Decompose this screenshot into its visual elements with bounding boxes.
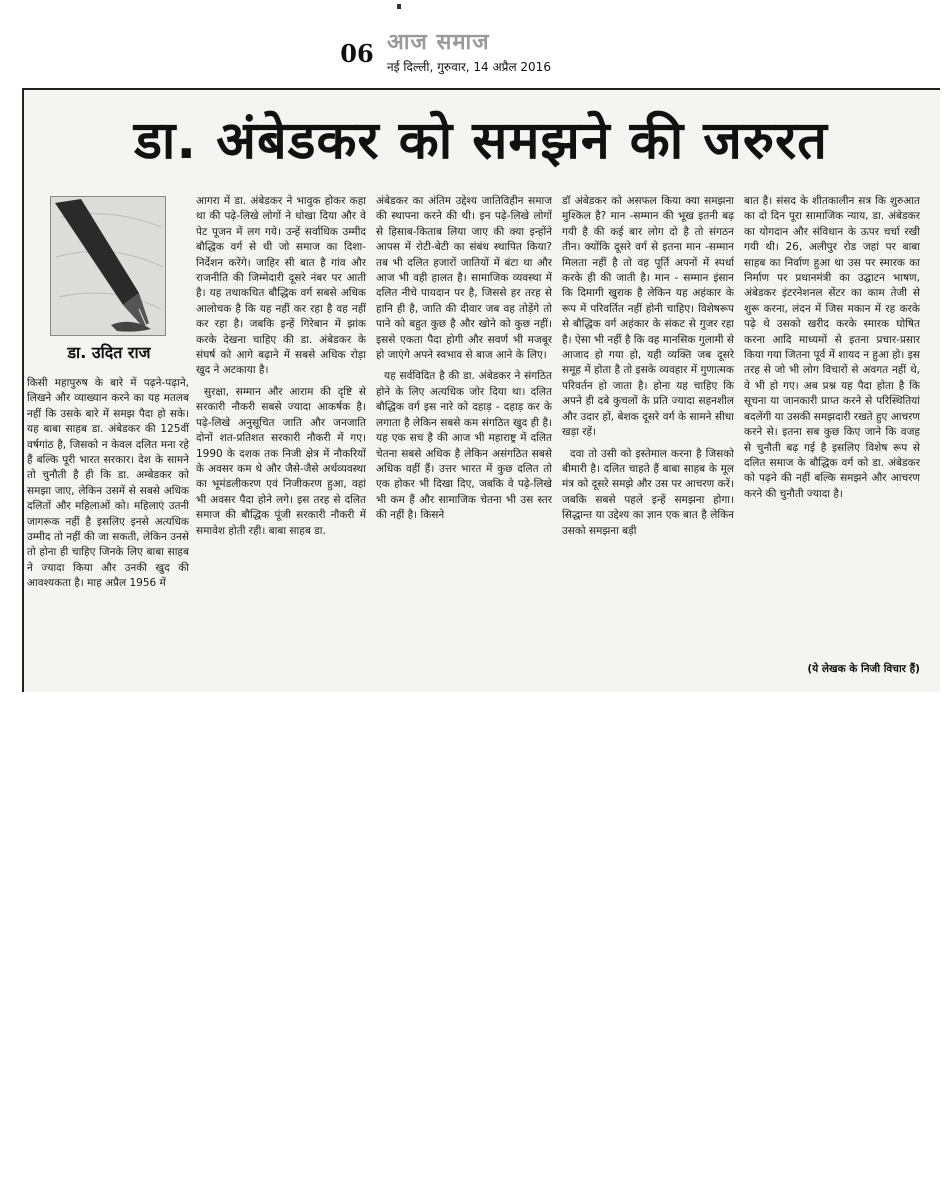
paragraph: दवा तो उसी को इस्तेमाल करना है जिसको बीमारी है। दलित चाहते हैं बाबा साहब के मूल मंत्र को दूसरे समझे और उस पर आचरण करें। जबकि सबसे पहले इन्हें समझना होगा। सिद्धान्त या उद्देश्य का ज्ञान एक बात है लेकिन उसको समझना बड़ी: [562, 447, 734, 537]
stray-mark: [397, 4, 401, 9]
author-illustration: [50, 196, 166, 336]
page-number: 06: [340, 39, 374, 68]
masthead: [333, 28, 591, 80]
column-3: [376, 194, 552, 688]
dateline: नई दिल्ली, गुरुवार, 14 अप्रैल 2016: [387, 60, 551, 74]
paragraph: डॉ अंबेडकर को असफल किया क्या समझना मुश्किल है? मान -सम्मान की भूख इतनी बढ़ गयी है की कई बार लोग दो है तो संगठन तीन। क्योंकि दूसरे वर्ग से इतना मान -सम्मान मिलता नहीं है तो वह पूर्ति अपनों में स्पर्धा करके ही की जाती है। मान - सम्मान इंसान कि दिमागी खुराक है लेकिन यह अहंकार के रूप में परिवर्तित नहीं होनी चाहिए। विशेषरूप से बौद्धिक वर्ग अहंकार के संकट से गुजर रहा है। ऐसा भी नहीं है कि वह मानसिक गुलामी से आजाद हो गया हो, यही व्यक्ति जब दूसरे समूह में होता है तो इसके व्यवहार में गुणात्मक परिवर्तन हो जाता है। होना यह चाहिए कि अपने ही दबे कुचलों के प्रति ज्यादा सहनशील और उदार हों, बेशक दूसरे वर्ग के सामने सीधा खड़ा रहें।: [562, 195, 734, 439]
fountain-pen-icon: [51, 197, 166, 336]
paragraph: यह सर्वविदित है की डा. अंबेडकर ने संगठित होने के लिए अत्यधिक जोर दिया था। दलित बौद्धिक वर्ग इस नारे को दहाड़ - दहाड़ कर के लगाता है लेकिन सबसे कम संगठित खुद ही है। यह एक सच है की आज भी महाराष्ट्र में दलित चेतना सबसे अधिक है लेकिन असंगठित सबसे अधिक वहीं हैं। उत्तर भारत में कुछ दलित तो एक होकर भी दिखा दिए, जबकि वे पढ़े-लिखे भी कम हैं और सामाजिक चेतना भी उस स्तर की नहीं है। किसने: [376, 370, 552, 522]
column-1: [27, 376, 189, 688]
paragraph: किसी महापुरुष के बारे में पढ़ने-पढ़ाने, लिखने और व्याख्यान करने का यह मतलब नहीं कि उसके बारे में समझ पैदा हो सके। यह बाबा साहब डा. अंबेडकर की 125वीं वर्षगांठ है, जिसको न केवल दलित मना रहे हैं बल्कि पूरी भारत सरकार। देश के सामने तो चुनौती है ही कि डा. अम्बेडकर को समझा जाए, लेकिन उसमें से सबसे अधिक दलितों और महिलाओं को। महिलाएं उतनी जागरूक नहीं है इसलिए इनसे अत्यधिक उम्मीद तो नहीं की जा सकती, लेकिन उनसे तो होना ही चाहिए जिनके लिए बाबा साहब ने ज्यादा किया और उनकी खुद की आवश्यकता है। माह अप्रैल 1956 में: [27, 377, 189, 590]
newspaper-name: आज समाज: [387, 29, 490, 55]
top-rule: [22, 88, 940, 90]
author-disclaimer: (ये लेखक के निजी विचार हैं): [807, 663, 920, 675]
column-2: [196, 194, 366, 688]
paragraph: अंबेडकर का अंतिम उद्देश्य जातिविहीन समाज की स्थापना करने की थी। इन पढ़े-लिखे लोगों से हिसाब-किताब लिया जाए की क्या इन्होंने आपस में रोटी-बेटी का संबंध स्थापित किया? तब भी दलित हजारों जातियों में बंटा था और आज भी वही हालत है। सामाजिक व्यवस्था में दलित नीचे पायदान पर है, जिससे हर तरह से हानि ही है, जाति की दीवार जब वह तोड़ेंगे तो पाने को बहुत कुछ है और खोने को कुछ नहीं। इससे एकता पैदा होगी और सवर्ण भी मजबूर हो जाएंगे अपने स्वभाव से बाज आने के लिए।: [376, 195, 552, 362]
headline: डा. अंबेडकर को समझने की जरुरत: [134, 111, 828, 171]
paragraph: बात है। संसद के शीतकालीन सत्र कि शुरुआत का दो दिन पूरा सामाजिक न्याय, डा. अंबेडकर का योगदान और संविधान के ऊपर चर्चा रखी गयी थी। 26, अलीपुर रोड जहां पर बाबा साहब का निर्वाण हुआ था उस पर स्मारक का निर्माण पर प्रधानमंत्री का उद्घाटन भाषण, अंबेडकर इंटरनेशनल सेंटर का काम तेजी से शुरू करना, लंदन में जिस मकान में रह करके पढ़े थे उसको खरीद करके स्मारक घोषित करना आदि माध्यमों से इतना प्रचार-प्रसार किया गया जितना पूर्व में शायद न हुआ हो। इस तरह से जो भी लोग विचारों से अवगत नहीं थे, वे भी हो गए। अब प्रश्न यह पैदा होता है कि सूचना या जानकारी प्राप्त करने से परिस्थितियां बदलेंगी या उसकी समझदारी रखते हुए आचरण करने से। इतना सब कुछ किए जाने कि वजह से चुनौती बढ़ गई है इसलिए विशेष रूप से दलित समाज के बौद्धिक वर्ग को डा. अंबेडकर को पढ़ने की नहीं बल्कि समझने और आचरण करने की चुनौती ज्यादा है।: [744, 195, 920, 500]
byline: डा. उदित राज: [67, 343, 151, 362]
column-5: [744, 194, 920, 688]
column-4: [562, 194, 734, 688]
paragraph: आगरा में डा. अंबेडकर ने भावुक होकर कहा था की पढ़े-लिखे लोगों ने धोखा दिया और वे पेट पूजन में लग गये। उन्हें सर्वाधिक उम्मीद बौद्धिक वर्ग से थी जो समाज का दिशा-निर्देशन करेंगे। जाहिर सी बात है गांव और राजनीति की जिम्मेदारी दूसरे नंबर पर आती है। यह तथाकथित बौद्धिक वर्ग सबसे अधिक आलोचक है कि यह नहीं कर रहा है वह नहीं कर रहा है। जबकि इन्हें गिरेबान में झांक करके देखना चाहिए की डा. अंबेडकर के संघर्ष को आगे बढ़ाने में सबसे अधिक रोड़ा खुद ने अटकाया है।: [196, 195, 366, 377]
paragraph: सुरक्षा, सम्मान और आराम की दृष्टि से सरकारी नौकरी सबसे ज्यादा आकर्षक है। पढ़े-लिखे अनुसूचित जाति और जनजाति दोनों शत-प्रतिशत सरकारी नौकरी में गए। 1990 के दशक तक निजी क्षेत्र में नौकरियों के अवसर कम थे और जैसे-जैसे अर्थव्यवस्था का भूमंडलीकरण एवं निजीकरण हुआ, वहां भी अवसर पैदा होने लगे। इस तरह से दलित समाज की बौद्धिक पूंजी सरकारी नौकरी में समावेश होती रही। बाबा साहब डा.: [196, 385, 366, 537]
